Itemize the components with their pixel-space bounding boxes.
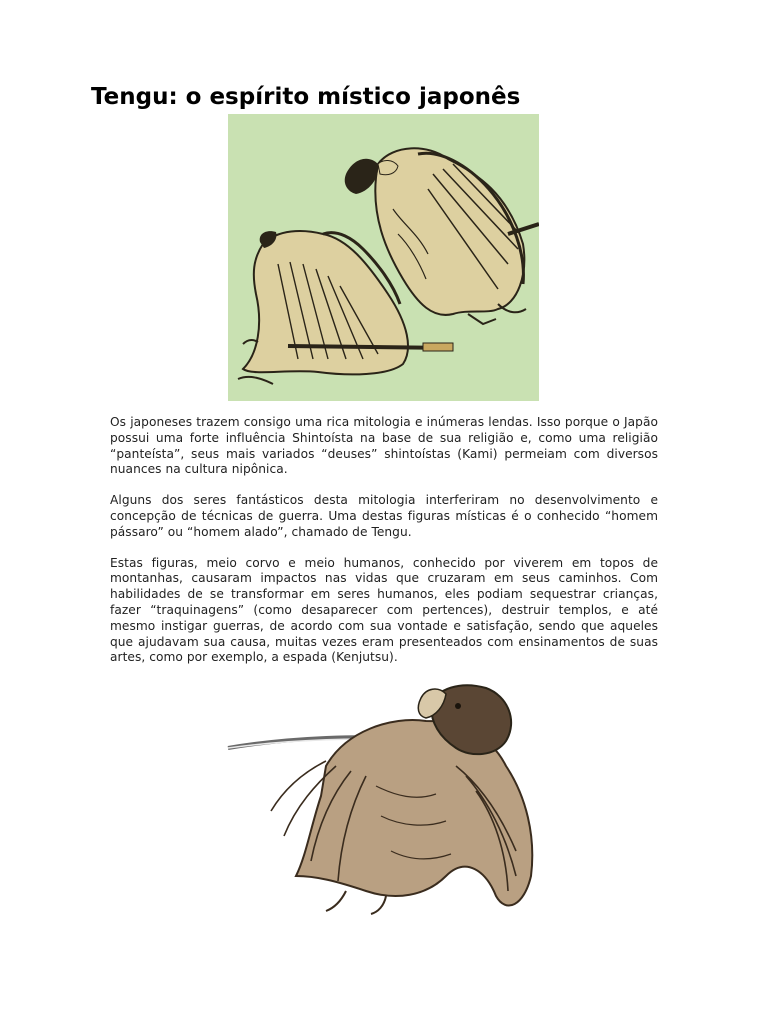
paragraph-2: Alguns dos seres fantásticos desta mitologia interferiram no desenvolvimento e concepção de técnicas de guerra. Uma destas figuras místicas é o conhecido “homem pássaro” ou “homem alado”, chamado de Tengu. — [110, 493, 658, 539]
tengu-with-sword-drawing — [226, 676, 544, 916]
article-body — [110, 415, 658, 681]
tengu-pair-drawing — [228, 114, 539, 401]
tengu-with-sword-illustration — [226, 676, 544, 916]
paragraph-3: Estas figuras, meio corvo e meio humanos, conhecido por viverem em topos de montanhas, causaram impactos nas vidas que cruzaram em seus caminhos. Com habilidades de se transformar em seres humanos, eles podiam sequestrar crianças, fazer “traquinagens” (como desaparecer com pertences), destruir templos, e até mesmo instigar guerras, de acordo com sua vontade e satisfação, sendo que aqueles que ajudavam sua causa, muitas vezes eram presenteados com ensinamentos de suas artes, como por exemplo, a espada (Kenjutsu). — [110, 555, 658, 665]
paragraph-1: Os japoneses trazem consigo uma rica mitologia e inúmeras lendas. Isso porque o Japão possui uma forte influência Shintoísta na base de sua religião e, como uma religião “panteísta”, seus mais variados “deuses” shintoístas (Kami) permeiam com diversos nuances na cultura nipônica. — [110, 415, 658, 477]
page-title: Tengu: o espírito místico japonês — [91, 84, 521, 110]
tengu-pair-illustration — [228, 114, 539, 401]
